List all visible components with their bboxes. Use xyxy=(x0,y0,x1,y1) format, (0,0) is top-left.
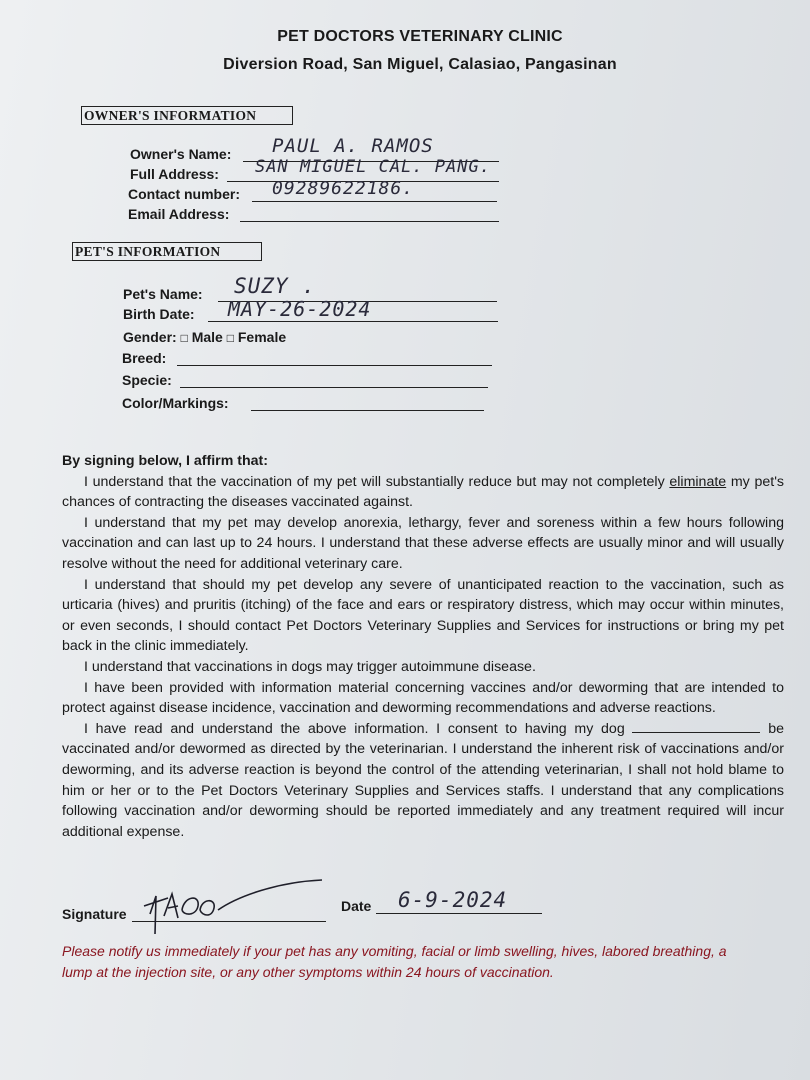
affirmation-text xyxy=(62,451,784,842)
female-checkbox[interactable]: □ xyxy=(226,331,234,345)
email-address-line[interactable] xyxy=(240,221,499,222)
birth-date-value: MAY-26-2024 xyxy=(228,297,372,321)
owner-section-title: OWNER'S INFORMATION xyxy=(81,106,293,125)
full-address-value: SAN MIGUEL CAL. PANG. xyxy=(255,157,491,177)
male-checkbox[interactable]: □ xyxy=(180,331,188,345)
contact-number-label: Contact number: xyxy=(128,186,240,202)
specie-line[interactable] xyxy=(180,387,488,388)
pet-name-label: Pet's Name: xyxy=(123,286,203,302)
post-vaccination-notice: Please notify us immediately if your pet has any vomiting, facial or limb swelling, hives, labored breathing, a lump at the injection site, or any other symptoms within 24 hours of vaccination. xyxy=(62,943,727,980)
male-option-label: Male xyxy=(191,329,223,345)
gender-label: Gender: xyxy=(123,329,177,345)
owner-name-label: Owner's Name: xyxy=(130,146,232,162)
affirmation-paragraph-3: I understand that should my pet develop any severe of unanticipated reaction to the vaccination, such as urticaria (hives) and pruritis (itching) of the face and ears or respiratory distress, which may occur within minutes, or even seconds, I should contact Pet Doctors Veterinary Supplies and Services for instructions or bring my pet back in the clinic immediately. xyxy=(62,576,784,655)
pet-section-title: PET'S INFORMATION xyxy=(72,242,262,261)
breed-label: Breed: xyxy=(122,350,167,366)
affirmation-paragraph-5: I have been provided with information material concerning vaccines and/or deworming that are intended to protect against disease incidence, vaccination and deworming recommendations and adverse reactions. xyxy=(62,679,784,717)
specie-label: Specie: xyxy=(122,372,172,388)
signature-scribble xyxy=(138,876,338,938)
clinic-name: PET DOCTORS VETERINARY CLINIC xyxy=(277,28,563,45)
affirmation-paragraph-4: I understand that vaccinations in dogs may trigger autoimmune disease. xyxy=(84,658,536,675)
signature-label: Signature xyxy=(62,906,127,922)
date-label: Date xyxy=(341,898,372,914)
color-markings-label: Color/Markings: xyxy=(122,395,229,411)
birth-date-label: Birth Date: xyxy=(123,306,195,322)
owner-name-value: PAUL A. RAMOS xyxy=(272,135,434,157)
gender-row xyxy=(123,329,286,345)
breed-line[interactable] xyxy=(177,365,492,366)
contact-number-line[interactable] xyxy=(252,201,497,202)
date-line[interactable] xyxy=(376,913,542,914)
color-markings-line[interactable] xyxy=(251,410,484,411)
affirmation-paragraph-1: I understand that the vaccination of my pet will substantially reduce but may not completely eliminate my pet's chances of contracting the diseases vaccinated against. xyxy=(62,473,784,511)
birth-date-line[interactable] xyxy=(208,321,498,322)
affirmation-lead: By signing below, I affirm that: xyxy=(62,453,268,469)
date-value: 6-9-2024 xyxy=(398,888,508,912)
dog-name-blank[interactable] xyxy=(632,720,760,733)
contact-number-value: 09289622186. xyxy=(272,178,415,199)
full-address-label: Full Address: xyxy=(130,166,219,182)
affirmation-paragraph-2: I understand that my pet may develop anorexia, lethargy, fever and soreness within a few hours following vaccination and can last up to 24 hours. I understand that these adverse effects are usually minor and will usually resolve without the need for additional veterinary care. xyxy=(62,514,784,572)
affirmation-paragraph-6: I have read and understand the above information. I consent to having my dog be vaccinated and/or dewormed as directed by the veterinarian. I understand the inherent risk of vaccinations and/or deworming, and its adverse reaction is beyond the control of the attending veterinarian, I shall not hold blame to him or her or to the Pet Doctors Veterinary Supplies and Services staffs. I understand that any complications following vaccination and/or deworming should be reported immediately and any treatment required will incur additional expense. xyxy=(62,720,784,840)
clinic-address: Diversion Road, San Miguel, Calasiao, Pangasinan xyxy=(223,56,617,73)
pet-name-value: SUZY . xyxy=(234,274,316,298)
email-address-label: Email Address: xyxy=(128,206,230,222)
female-option-label: Female xyxy=(237,329,287,345)
